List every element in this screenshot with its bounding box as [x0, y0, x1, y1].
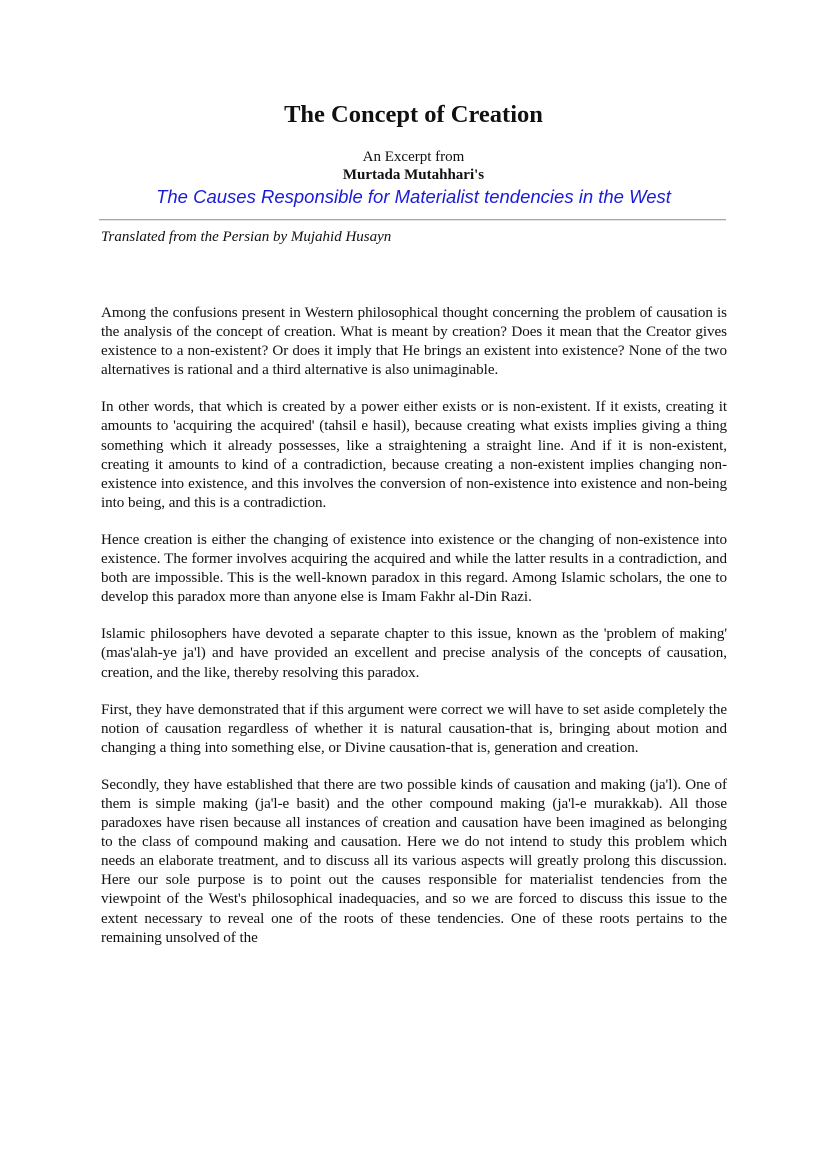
paragraph: Hence creation is either the changing of existence into existence or the changing of non-existence into existence. The former involves acquiring the acquired and while the latter results in a contradiction, and both are impossible. This is the well-known paradox in this regard. Among Islamic scholars, the one to develop this paradox more than anyone else is Imam Fakhr al-Din Razi. [101, 531, 727, 606]
page-title: The Concept of Creation [284, 101, 543, 128]
paragraph: First, they have demonstrated that if this argument were correct we will have to set aside completely the notion of causation regardless of whether it is natural causation-that is, bringing about motion and changing a thing into something else, or Divine causation-that is, generation and creation. [101, 701, 727, 756]
translator-credit: Translated from the Persian by Mujahid Husayn [101, 229, 392, 245]
book-title: The Causes Responsible for Materialist tendencies in the West [156, 186, 671, 207]
horizontal-divider [99, 219, 726, 221]
paragraph: Secondly, they have established that there are two possible kinds of causation and making (ja'l). One of them is simple making (ja'l-e basit) and the other compound making (ja'l-e murakkab). All those paradoxes have risen because all instances of creation and causation have been imagined as belonging to the class of compound making and causation. Here we do not intend to study this problem which needs an elaborate treatment, and to discuss all its various aspects will greatly prolong this discussion. Here our sole purpose is to point out the causes responsible for materialist tendencies from the viewpoint of the West's philosophical inadequacies, and so we are forced to discuss this issue to the extent necessary to reveal one of the roots of these tendencies. One of these roots pertains to the remaining unsolved of the [101, 776, 727, 946]
author-name: Murtada Mutahhari's [342, 167, 485, 183]
paragraph: Islamic philosophers have devoted a separate chapter to this issue, known as the 'problem of making' (mas'alah-ye ja'l) and have provided an excellent and precise analysis of the concepts of causation, creation, and the like, thereby resolving this paradox. [101, 626, 727, 681]
excerpt-label: An Excerpt from [362, 149, 465, 165]
paragraph: Among the confusions present in Western philosophical thought concerning the problem of causation is the analysis of the concept of creation. What is meant by creation? Does it mean that the Creator gives existence to a non-existent? Or does it imply that He brings an existent into existence? None of the two alternatives is rational and a third alternative is also unimaginable. [101, 305, 727, 379]
paragraph: In other words, that which is created by a power either exists or is non-existent. If it exists, creating it amounts to 'acquiring the acquired' (tahsil e hasil), because creating what exists implies giving a thing something which it already possesses, like a straightening a straight line. And if it is non-existent, creating it amounts to kind of a contradiction, because creating a non-existent implies changing non-existence into existence, and this involves the conversion of non-existence into existence and non-being into being, and this is a contradiction. [101, 399, 727, 511]
body-text [101, 304, 727, 966]
